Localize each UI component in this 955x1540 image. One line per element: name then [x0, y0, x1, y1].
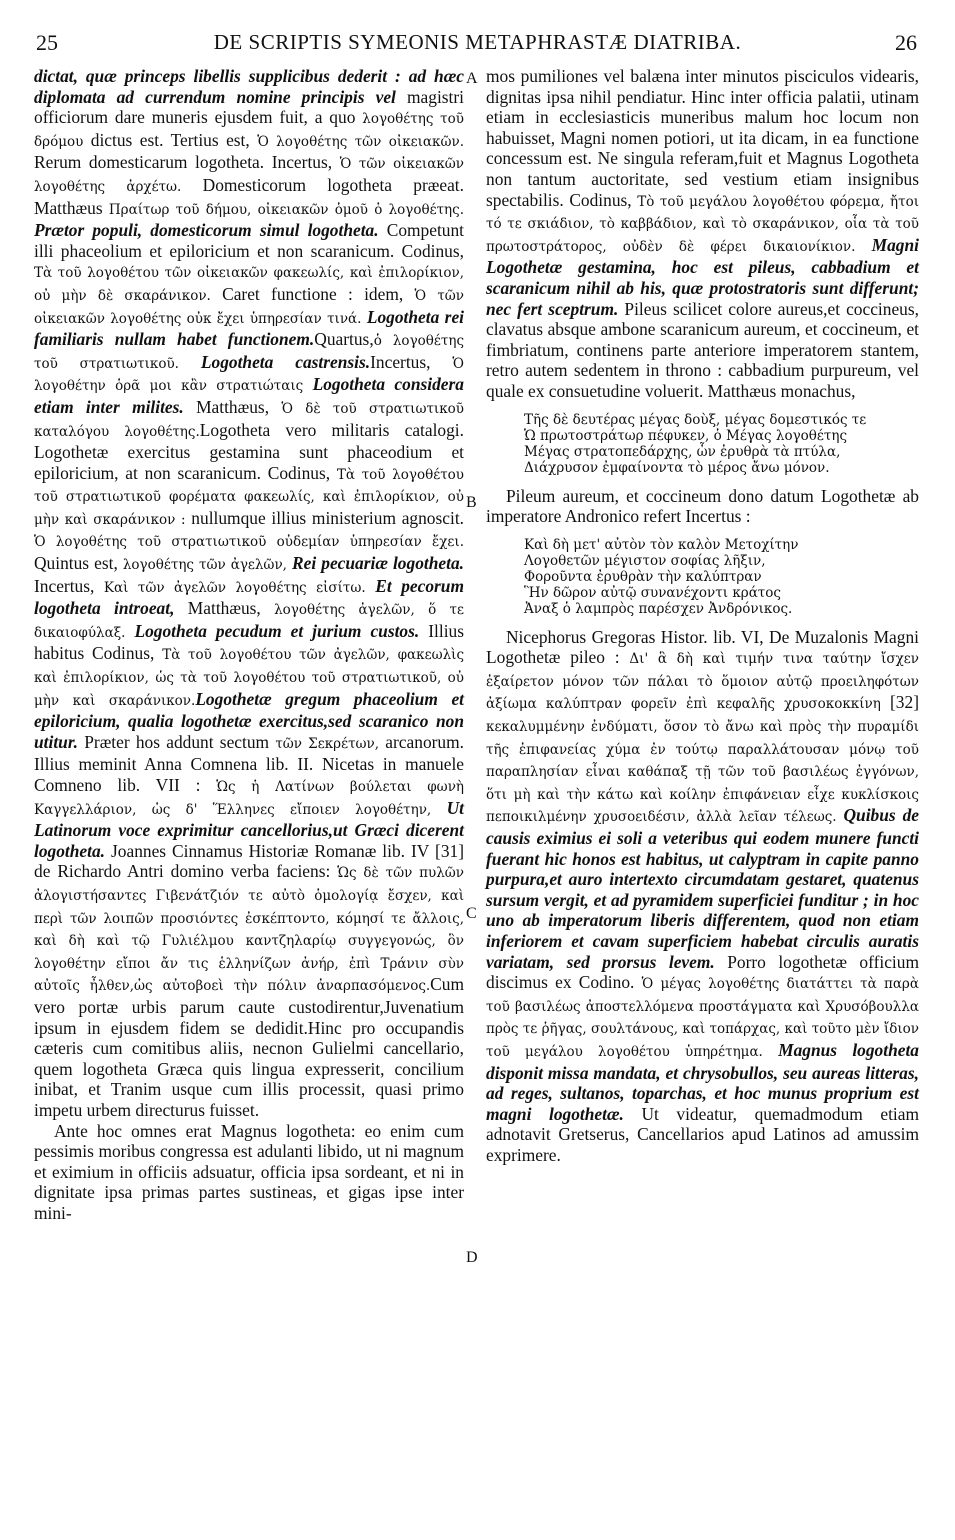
text-run: dictus est.: [90, 129, 164, 150]
left-column: [34, 66, 464, 1223]
page-number-right: 26: [895, 30, 917, 55]
text-run: [855, 235, 871, 255]
verse-line: Τῆς δὲ δευτέρας μέγας δοὺξ, μέγας δομεστικός τε: [524, 411, 867, 428]
text-run: [431, 798, 446, 818]
text-run: Incertus,: [370, 351, 453, 372]
text-run: Logothetæ gregum phaceolium et epiloricium, qualia logothetæ exercitus,sed scaranico non utitur.: [34, 688, 464, 752]
text-run: Incertus,: [264, 152, 340, 173]
text-run: arcanorum.: [385, 731, 464, 752]
text-run: Cum vero portæ urbis parum caute custodirentur,Juvenatium ipsum in ejusdem fidem se dedidit.Hinc pro occupandis cæteris cum comitibus aliis, necnon Gulielmi cancellario, quem logotheta Græca quis lingua expresserit, concilium inibat, et Tranim usque cum illis processit, quasi primo impetu urbem directurus fuisset.: [34, 974, 464, 1120]
greek-text: Ὁ τῶν οἰκειακῶν λογοθέτης οὐκ ἔχει ὑπηρεσίαν τινά.: [34, 287, 465, 327]
text-run: Logotheta rei familiaris nullam habet functionem.: [34, 306, 465, 350]
greek-text: Καὶ τῶν ἀγελῶν λογοθέτης εἰσίτω.: [103, 579, 366, 596]
margin-marker-d: D: [466, 1249, 478, 1266]
greek-text: Δι' ἃ δὴ καὶ τιμήν τινα ταύτην ἴσχεν ἐξαίρετον μόνον τῶν πάλαι τὸ ὅμοιον αὐτῷ προειληφότων ἀξίωμα καλύπτραν φορεῖν ἐπὶ κεφαλῆς χρυσοκοκκίνη: [486, 651, 919, 713]
greek-text: Ὡς ἡ Λατίνων βούλεται φωνὴ Καγγελλάριον, ὡς δ' Ἕλληνες εἴποιεν λογοθέτην,: [34, 779, 464, 818]
greek-text: Τὰ τοῦ λογοθέτου τῶν οἰκειακῶν φακεωλίς, καὶ ἐπιλορίκιον, οὐ μὴν δὲ σκαράνικον.: [34, 265, 464, 304]
greek-text: Ὁ μέγας λογοθέτης διατάττει τὰ παρὰ τοῦ βασιλέως ἀποστελλόμενα προστάγματα καὶ Χρυσόβουλλα πρὸς τε ῥῆγας, σουλτάνους, καὶ τοπάρχας, καὶ τοῦτο μὲν ἴδιον τοῦ μεγάλου λογοθέτου ὑπηρέτημα.: [486, 976, 919, 1060]
text-run: magistri officiorum dare muneris ejusdem fuit, a quo: [34, 86, 464, 128]
text-run: Logothetæ exercitus gestamina sunt phaceodium et epiloricium, at non scaranicum. Codinus,: [34, 442, 464, 483]
text-run: Competunt illi phaceolium et epiloricium et non scaranicum. Codinus,: [34, 220, 465, 261]
margin-marker-b: B: [466, 494, 477, 511]
right-paragraph-1: [486, 66, 919, 402]
greek-text: Τὸ τοῦ μεγάλου λογοθέτου φόρεμα, ἤτοι τό τε σκιάδιον, τὸ καββάδιον, καὶ τὸ σκαράνικον, οἷα τὰ τοῦ πρωτοστράτορος, οὐδὲν δὲ φέρει δικαιονίκιον.: [486, 193, 919, 255]
greek-text: Τὰ τοῦ λογοθέτου τῶν ἀγελῶν, φακεωλὶς καὶ ἐπιλορίκιον, ὡς τὰ τοῦ λογοθέτου τοῦ στρατιωτικοῦ, οὐ μὴν καὶ σκαράνικον.: [34, 647, 465, 709]
text-run: Et pecorum logotheta introeat,: [34, 575, 464, 619]
text-run: Matthæus: [34, 197, 109, 218]
text-run: mos pumiliones vel balæna inter minutos pisciculos videaris, dignitas ipsa nihil pendiatur. Hinc inter officia palatii, utinam etiam in ecclesiasticis muneribus malum hoc locum non habuisset, Magni nomen potiori, ut ita dicam, in ea functione concessum est. Ne singula referam,fuit et Magnus Logotheta non tantum auctoritate, sed vestium etiam insignibus spectabilis. Codinus,: [486, 66, 919, 210]
greek-text: Ὁ τῶν οἰκειακῶν λογοθέτης ἀρχέτω.: [34, 156, 464, 195]
greek-text: Ὁ λογοθέτης τοῦ στρατιωτικοῦ οὐδεμίαν ὑπηρεσίαν ἔχει.: [34, 534, 464, 551]
verse-line: Ὡ πρωτοστράτωρ πέφυκεν, ὁ Μέγας λογοθέτης: [524, 427, 848, 444]
text-run: Logotheta vero militaris catalogi.: [199, 419, 464, 440]
text-run: Rei pecuariæ logotheta.: [292, 553, 464, 574]
greek-text: λογοθέτης ἀγελῶν, ὅ τε δικαιοφύλαξ.: [34, 602, 464, 641]
text-run: Matthæus,: [183, 396, 282, 417]
greek-text: λογοθέτης τῶν ἀγελῶν,: [122, 557, 287, 574]
text-run: Rerum domesticarum logotheta.: [34, 152, 265, 173]
verse-line: Φοροῦντα ἐρυθρὰν τὴν καλύπτραν: [524, 568, 762, 585]
greek-text: τῶν Σεκρέτων,: [275, 735, 380, 752]
greek-text: Ὡς δὲ τῶν πυλῶν ἀλογιστήσαντες Γιβενάτζιόν τε αὐτὸ ὁμολογίᾳ ἔσχεν, καὶ περὶ τῶν λοιπῶν προσιόντες ἐσκέπτοντο, κόμησί τε ἄλλοις, καὶ δὴ καὶ τῷ Γυλιέλμου καντζηλαρίῳ συγγεγονώς, ὃν λογοθέτην εἴποι ἄν τις ἑλληνίζων ἀνήρ, ἐπὶ Τράνιν σὺν αὐτοῖς ἦλθεν,ὡς αὐτοβοεὶ τὴν πόλιν ἀναρπασόμενος.: [34, 865, 464, 995]
text-run: Logotheta castrensis.: [200, 351, 371, 372]
text-run: dictat, quæ princeps libellis supplicibus dederit :: [34, 66, 401, 86]
text-run: Magni Logothetæ gestamina, hoc est pileus, cabbadium et scaranicum nihil ab his, quæ protostratoris sunt differunt; nec fert sceptrum.: [486, 234, 919, 319]
greek-text: λογοθέτης τοῦ δρόμου: [34, 111, 464, 150]
text-run: Quartus,: [314, 329, 374, 350]
text-run: [303, 374, 312, 394]
running-header: [30, 30, 925, 60]
text-run: Nicephorus Gregoras Histor. lib. VI, De Muzalonis Magni Logothetæ pileo :: [486, 626, 919, 668]
text-run: [401, 66, 409, 86]
text-run: Incertus,: [34, 575, 104, 596]
right-column: [486, 66, 919, 1166]
text-run: [181, 175, 202, 195]
text-run: Illius meminit Anna Comnena lib. II. Nicetas in manuele Comneno lib. VII :: [34, 754, 464, 795]
text-run: Logotheta pecudum et jurium custos.: [134, 620, 420, 641]
verse-line: Διάχρυσον ἐμφαίνοντα τὸ μέρος ἄνω μόνον.: [524, 459, 830, 476]
text-run: Pileus scilicet colore aureus,et coccineus, clavatus absque ambone scaranicum aureum, et coccineum, et fimbriatum, continens parte anteriore imperatorem stantem, retro autem sedentem in throno : cabbadium purpureum, vel quale ex consuetudine voluerit. Matthæus monachus,: [486, 298, 919, 401]
greek-text: Πραίτωρ τοῦ δήμου, οἰκειακῶν ὁμοῦ ὁ λογοθέτης.: [108, 201, 464, 218]
greek-text: Ὁ λογοθέτης τῶν οἰκειακῶν.: [257, 133, 464, 150]
text-run: [366, 576, 376, 596]
verse-line: Ἣν δῶρον αὐτῷ συνανέχοντι κράτος: [524, 584, 781, 601]
text-run: [396, 87, 407, 107]
right-paragraph-3: [486, 627, 919, 1166]
text-run: Prætor populi, domesticorum simul logotheta.: [34, 220, 379, 241]
text-run: Præter hos addunt sectum: [78, 731, 276, 752]
text-run: [179, 352, 201, 372]
greek-text: ὁ λογοθέτης τοῦ στρατιωτικοῦ.: [34, 333, 464, 372]
text-run: Porro logothetæ officium discimus ex Codino.: [486, 951, 919, 993]
page-number-left: 25: [36, 30, 58, 55]
text-run: Joannes Cinnamus Historiæ Romanæ lib. IV [31] de Richardo Antri domino verba faciens:: [34, 840, 464, 882]
text-run: Ut Latinorum voce exprimitur cancellorius,ut Græci dicerent logotheta.: [34, 797, 464, 861]
right-paragraph-2: Pileum aureum, et coccineum dono datum Logothetæ ab imperatore Andronico refert Incertus :: [486, 485, 919, 527]
text-run: nullumque illius ministerium agnoscit.: [185, 507, 465, 528]
text-run: ad hæc diplomata ad currendum nomine principis vel: [34, 66, 464, 107]
text-run: Magnus logotheta disponit missa mandata, et chrysobullos, seu aureas litteras, ad reges, sultanos, toparchas, et hoc munus proprium est magni logothetæ.: [486, 1039, 919, 1124]
left-paragraph-2: Ante hoc omnes erat Magnus logotheta: eo enim cum pessimis moribus congressa est adulanti libido, ut ni magnum et eximium in officiis adsuatur, officia ipsa sordeant, et ni in dignitate ipsa primas partes sustineas, et gigas ipse inter mini-: [34, 1120, 464, 1223]
verse-line: Λογοθετῶν μέγιστον σοφίας λῆξιν,: [524, 552, 766, 569]
text-run: Matthæus,: [174, 598, 275, 619]
greek-text: Τὰ τοῦ λογοθέτου τοῦ στρατιωτικοῦ φορέματα φακεωλίς, καὶ ἐπιλορίκιον, οὐ μὴν καὶ σκαράνικον :: [34, 466, 465, 528]
text-run: Ut videatur, quemadmodum etiam adnotavit Gretserus, Cancellarios apud Latinos ad amussim exprimere.: [486, 1103, 919, 1165]
margin-marker-a: A: [466, 70, 478, 87]
verse-line: Μέγας στρατοπεδάρχης, ὧν ἐρυθρὰ τὰ πτύλα,: [524, 443, 841, 460]
left-paragraph-1: [34, 66, 464, 1121]
verse-line: Ἀναξ ὁ λαμπρὸς παρέσχεν Ἀνδρόνικος.: [524, 600, 793, 617]
text-run: Tertius est,: [163, 129, 258, 150]
text-run: Illius habitus Codinus,: [34, 620, 464, 664]
text-run: Logotheta considera etiam inter milites.: [34, 374, 464, 417]
text-run: [32]: [880, 692, 919, 713]
text-run: [83, 130, 90, 150]
text-run: Caret functione : idem,: [210, 283, 415, 304]
verse-line: Καὶ δὴ μετ' αὐτὸν τὸν καλὸν Μετοχίτην: [524, 536, 799, 553]
verse-block-2: [524, 537, 919, 617]
text-run: Quibus de causis eximius ei soli a veteribus qui eodem munere functi fuerant hic honos est habitus, ut calyptram in capite panno purpura,et auro intertexto circumdatam gestaret, quatenus sursum vergit, et ad pyramidem superficiei funditur ; in hoc uno ab imperatorum liberis differentem, quod non etiam inferiorem et cavam superficiem habebat circulis auratis variatam, sed prorsus levem.: [486, 805, 919, 972]
running-title: DE SCRIPTIS SYMEONIS METAPHRASTÆ DIATRIBA.: [213, 30, 742, 54]
verse-block-1: [524, 412, 919, 476]
greek-text: κεκαλυμμένην ἐνδύματι, ὅσον τὸ ἄνω καὶ πρὸς τὴν πυραμίδι τῆς ἐπιφανείας χύμα ἐν τούτῳ παραλλάτουσαν μόνῳ τοῦ παραπλησίαν εἶναι καθάπαξ τῇ τῶν τοῦ βασιλέως ἐγγόνων, ὅτι μὴ καὶ τὴν κάτω καὶ κοίλην ἐπιφάνειαν εἶχε κυκλίσκοις πεποικιλμένην χρυσοειδέσιν, ἀλλὰ λεῖαν τέλεως.: [486, 719, 919, 826]
text-run: Quintus est,: [34, 553, 123, 574]
greek-text: Ὁ λογοθέτην ὁρᾶ μοι κἂν στρατιώταις: [34, 355, 464, 395]
text-run: Domesticorum logotheta præeat.: [202, 174, 464, 195]
margin-marker-c: C: [466, 905, 477, 922]
greek-text: Ὁ δὲ τοῦ στρατιωτικοῦ καταλόγου λογοθέτης.: [34, 400, 464, 440]
text-run: [763, 1040, 778, 1060]
